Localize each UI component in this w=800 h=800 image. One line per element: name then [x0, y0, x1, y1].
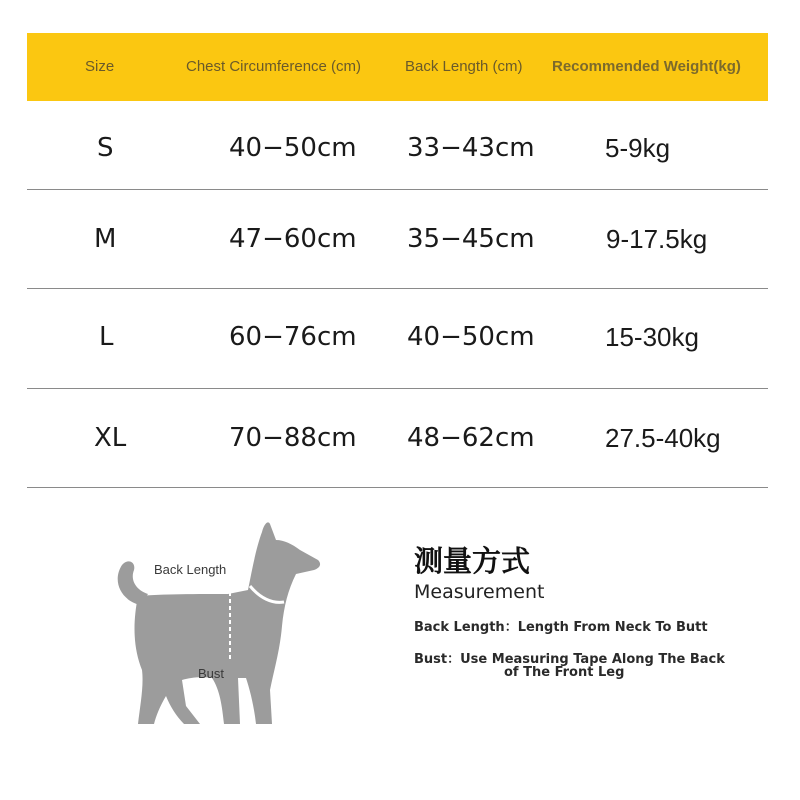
header-chest: Chest Circumference (cm) [186, 58, 362, 75]
bust-description-cont: of The Front Leg [504, 665, 625, 680]
weight-cell: 15-30kg [605, 322, 699, 352]
back-cell: 33−43cm [407, 133, 535, 163]
chest-cell: 40−50cm [229, 133, 357, 163]
size-cell: S [97, 133, 114, 163]
measurement-title-en: Measurement [414, 581, 545, 603]
bust-description: Bust：Use Measuring Tape Along The Back [414, 652, 725, 667]
back-length-description: Back Length：Length From Neck To Butt [414, 620, 708, 635]
bust-label: Bust [198, 666, 225, 681]
weight-cell: 9-17.5kg [606, 224, 708, 254]
measurement-title-cn: 测量方式 [414, 544, 531, 578]
chest-cell: 47−60cm [229, 224, 357, 254]
back-cell: 48−62cm [407, 423, 535, 453]
size-cell: M [94, 224, 117, 254]
size-cell: XL [94, 423, 127, 453]
weight-cell: 27.5-40kg [605, 423, 721, 453]
chest-cell: 70−88cm [229, 423, 357, 453]
dog-diagram [100, 510, 340, 740]
chest-cell: 60−76cm [229, 322, 357, 352]
back-cell: 40−50cm [407, 322, 535, 352]
table-row [27, 288, 768, 387]
table-row [27, 389, 768, 488]
header-size: Size [85, 58, 115, 75]
back-cell: 35−45cm [407, 224, 535, 254]
row-divider [27, 487, 768, 488]
size-cell: L [99, 322, 114, 352]
table-row [27, 99, 768, 198]
header-weight: Recommended Weight(kg) [552, 58, 741, 75]
table-header [27, 33, 768, 101]
table-row [27, 190, 768, 289]
dog-silhouette-icon [100, 510, 340, 740]
weight-cell: 5-9kg [605, 133, 671, 163]
back-length-label: Back Length [154, 562, 227, 577]
header-back-length: Back Length (cm) [405, 58, 523, 75]
